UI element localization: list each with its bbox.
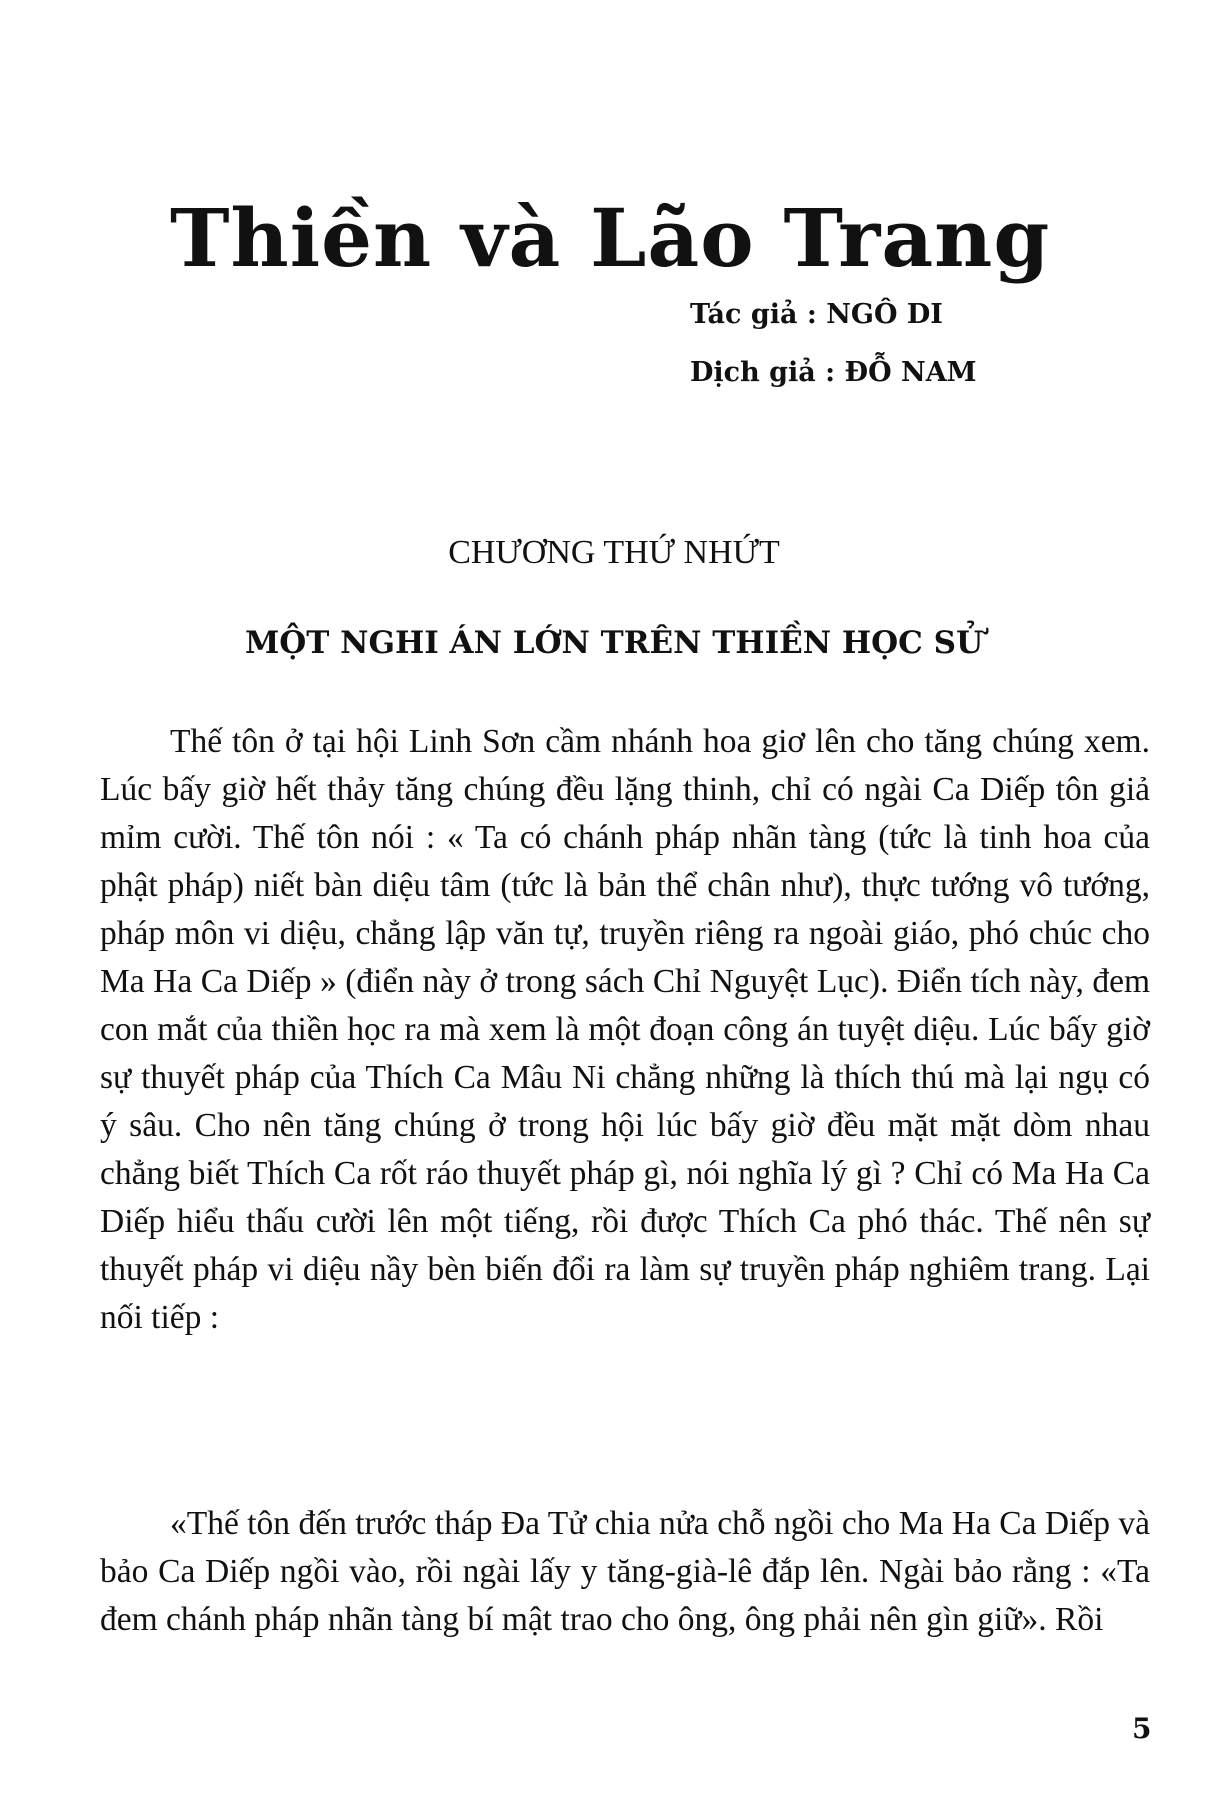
author-credit: Tác giả : NGÔ DI bbox=[690, 299, 943, 330]
page-number: 5 bbox=[1132, 1712, 1152, 1745]
book-title: Thiền và Lão Trang bbox=[170, 191, 1051, 285]
chapter-title: MỘT NGHI ÁN LỚN TRÊN THIỀN HỌC SỬ bbox=[244, 625, 984, 661]
body-paragraph: Thế tôn ở tại hội Linh Sơn cầm nhánh hoa giơ lên cho tăng chúng xem. Lúc bấy giờ hết thảy tăng chúng đều lặng thinh, chỉ có ngài Ca Diếp tôn giả mỉm cười. Thế tôn nói : « Ta có chánh pháp nhãn tàng (tức là tinh hoa của phật pháp) niết bàn diệu tâm (tức là bản thể chân như), thực tướng vô tướng, pháp môn vi diệu, chẳng lập văn tự, truyền riêng ra ngoài giáo, phó chúc cho Ma Ha Ca Diếp » (điển này ở trong sách Chỉ Nguyệt Lục). Điển tích này, đem con mắt của thiền học ra mà xem là một đoạn công án tuyệt diệu. Lúc bấy giờ sự thuyết pháp của Thích Ca Mâu Ni chẳng những là thích thú mà lại ngụ có ý sâu. Cho nên tăng chúng ở trong hội lúc bấy giờ đều mặt mặt dòm nhau chẳng biết Thích Ca rốt ráo thuyết pháp gì, nói nghĩa lý gì ? Chỉ có Ma Ha Ca Diếp hiểu thấu cười lên một tiếng, rồi được Thích Ca phó thác. Thế nên sự thuyết pháp vi diệu nầy bèn biến đổi ra làm sự truyền pháp nghiêm trang. Lại nối tiếp : bbox=[100, 723, 1150, 1336]
body-paragraph: «Thế tôn đến trước tháp Đa Tử chia nửa chỗ ngồi cho Ma Ha Ca Diếp và bảo Ca Diếp ngồi vào, rồi ngài lấy y tăng-già-lê đắp lên. Ngài bảo rằng : «Ta đem chánh pháp nhãn tàng bí mật trao cho ông, ông phải nên gìn giữ». Rồi bbox=[100, 1505, 1150, 1638]
chapter-number: CHƯƠNG THỨ NHỨT bbox=[448, 534, 780, 571]
translator-credit: Dịch giả : ĐỖ NAM bbox=[690, 357, 977, 388]
